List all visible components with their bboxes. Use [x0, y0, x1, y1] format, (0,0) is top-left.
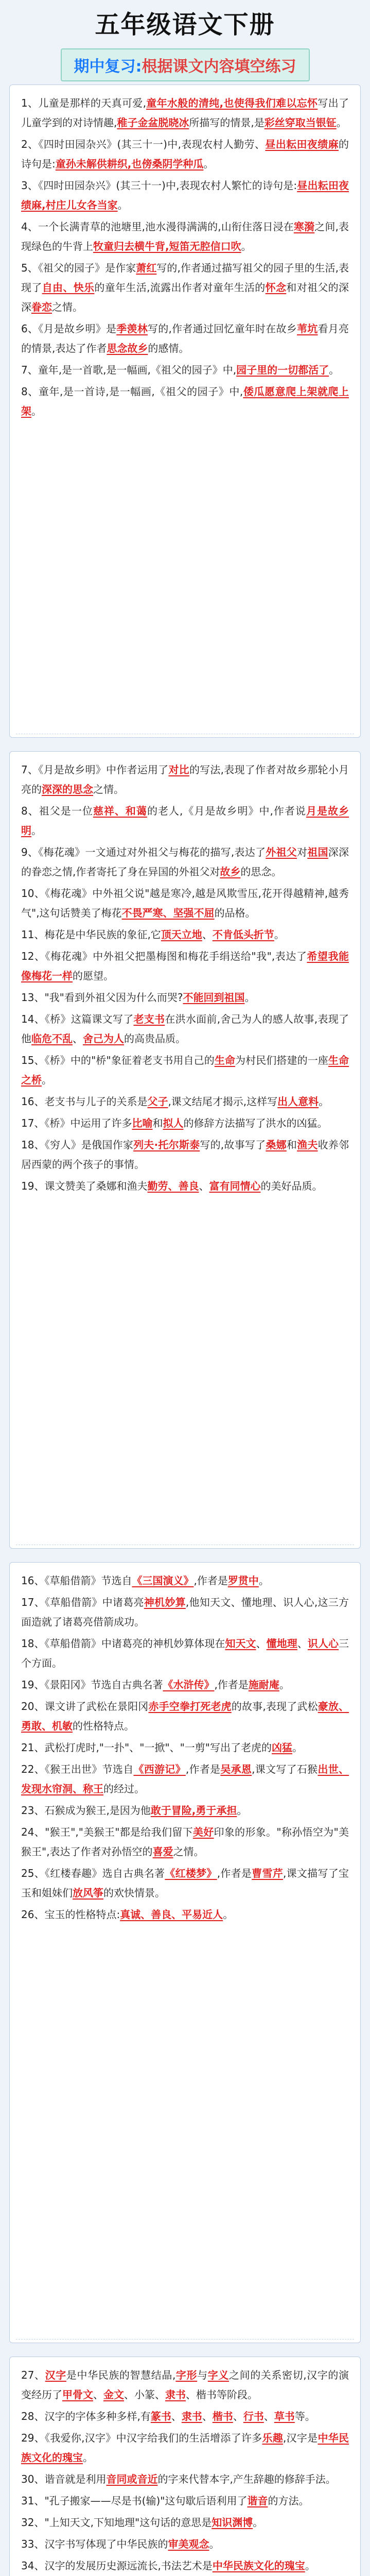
question-item: [21, 1135, 349, 1174]
question-text: 之情。: [52, 301, 83, 313]
question-text: 、: [297, 1637, 308, 1650]
question-text: 。: [237, 1804, 248, 1817]
answer-text: 故乡: [220, 866, 241, 878]
question-text: 24、"猴王","美猴王"都是给我们留下: [21, 1826, 193, 1838]
question-item: [21, 801, 349, 840]
question-text: 1、儿童是那样的天真可爱,: [21, 97, 146, 109]
question-text: 。: [292, 1741, 303, 1754]
question-text: 7、童年,是一首歌,是一幅画,《祖父的园子》中,: [21, 364, 237, 376]
question-text: 32、"上知天文,下知地理"这句话的意思是: [21, 2516, 212, 2529]
question-text: 之间的关系密切,汉字的演变经历了: [21, 2369, 349, 2401]
answer-text: 出世、发现水帘洞、称王: [21, 1763, 349, 1795]
question-text: 10、《梅花魂》中外祖父说"越是寒冷,越是风欺雪压,花开得越精神,越秀气",这句话赞美了梅花: [21, 887, 349, 919]
question-text: 之情。: [93, 783, 124, 795]
question-text: ,作者是: [193, 1574, 228, 1587]
answer-text: 美好: [192, 1826, 214, 1838]
question-text: 。: [83, 2451, 93, 2464]
question-item: [21, 319, 349, 358]
answer-text: 深深的思念: [42, 783, 93, 795]
answer-text: 放风筝: [73, 1887, 103, 1899]
question-text: 、: [202, 928, 213, 941]
question-text: 收养邻居西蒙的两个孩子的事情。: [21, 1139, 349, 1171]
answer-text: 生命: [214, 1054, 236, 1066]
question-text: 16、《草船借箭》节选自: [21, 1574, 132, 1587]
question-text: 15、《桥》中的"桥"象征着老支书用自己的: [21, 1054, 215, 1066]
answer-text: 思念故乡: [107, 342, 148, 354]
answer-text: 比喻: [132, 1117, 153, 1129]
answer-text: 神机妙算: [144, 1596, 186, 1608]
answer-text: 列夫·托尔斯泰: [133, 1139, 200, 1151]
question-text: 3、《四时田园杂兴》(其三十一)中,表现农村人繁忙的诗句是:: [21, 179, 297, 192]
question-text: 、小篆、: [124, 2388, 165, 2401]
question-card-1: [9, 84, 361, 738]
question-text: 。: [241, 240, 252, 252]
answer-text: 《西游记》: [133, 1763, 186, 1775]
question-item: [21, 1738, 349, 1757]
question-text: 30、谐音就是利用: [21, 2473, 107, 2485]
answer-text: 童孙未解供耕织,也傍桑阴学种瓜: [55, 158, 204, 170]
answer-text: 谐音: [247, 2495, 268, 2507]
question-text: ,作者是: [217, 1867, 252, 1879]
answer-text: 知识渊博: [212, 2516, 253, 2529]
answer-text: 昼出耘田夜绩麻,村庄儿女各当家: [21, 179, 349, 211]
question-text: 22、《猴王出世》节选自: [21, 1763, 134, 1775]
answer-text: 甲骨文: [62, 2388, 93, 2401]
question-text: 11、梅花是中华民族的象征,它: [21, 928, 161, 941]
question-text: ,课文结尾才揭示,这样写: [168, 1095, 278, 1108]
question-text: 28、汉字的字体多种多样,有: [21, 2410, 151, 2422]
question-item: [21, 2491, 349, 2511]
answer-text: 童年水般的清纯,也使得我们难以忘怀: [146, 97, 318, 109]
question-text: 是中华民族的智慧结晶,: [66, 2369, 176, 2381]
question-text: 的感情。: [148, 342, 189, 354]
question-text: 34、汉字的发展历史源远流长,书法艺术是: [21, 2560, 213, 2572]
question-text: 9、《梅花魂》一文通过对外祖父与梅花的描写,表达了: [21, 846, 266, 858]
question-item: [21, 884, 349, 923]
subtitle-text: 根据课文内容填空练习: [142, 58, 296, 76]
question-text: 。: [258, 1574, 269, 1587]
answer-text: 自由、快乐: [42, 281, 95, 294]
question-item: [21, 842, 349, 882]
answer-text: 凶猛: [272, 1741, 293, 1754]
question-item: [21, 1009, 349, 1048]
subtitle-banner: [61, 48, 310, 81]
question-text: 对: [297, 846, 308, 858]
question-text: 等。: [294, 2410, 315, 2422]
answer-text: 临危不乱: [31, 1032, 73, 1045]
question-text: 23、石猴成为猴王,是因为他: [21, 1804, 151, 1817]
question-item: [21, 925, 349, 944]
question-text: 、: [256, 1637, 267, 1650]
question-text: 、: [233, 2410, 243, 2422]
answer-text: 喜爱: [152, 1845, 173, 1858]
answer-text: 行书: [243, 2410, 264, 2422]
question-text: 。: [42, 1074, 52, 1086]
question-text: 写的,作者通过描写祖父的园子里的生活,表现了: [21, 262, 349, 294]
question-text: 的故事,表现了武松: [231, 1700, 318, 1713]
question-item: [21, 176, 349, 215]
question-item: [21, 2556, 349, 2575]
question-text: 的修辞方法描写了洪水的凶猛。: [183, 1117, 328, 1129]
question-item: [21, 1759, 349, 1799]
answer-text: 字形: [175, 2369, 198, 2381]
answer-text: 罗贯中: [227, 1574, 259, 1587]
question-card-2: [9, 751, 361, 1549]
question-text: 21、武松打虎时,"一扑"、"一掀"、"一剪"写出了老虎的: [21, 1741, 272, 1754]
answer-text: 舍己为人: [83, 1032, 124, 1045]
question-text: ,课文写了石猴: [252, 1763, 318, 1775]
question-text: 25、《红楼春趣》选自古典名著: [21, 1867, 165, 1879]
page-title: 五年级语文下册: [95, 10, 275, 39]
answer-text: 《三国演义》: [132, 1574, 194, 1587]
question-item: [21, 2365, 349, 2404]
question-text: 12、《梅花魂》中外祖父把墨梅图和梅花手绢送给"我",表达了: [21, 950, 307, 962]
question-text: ,课文描写了宝玉和姐妹们: [21, 1867, 349, 1899]
question-text: 4、一个长满青草的池塘里,池水漫得满满的,山衔住落日浸在: [21, 221, 294, 233]
question-text: 。: [223, 1908, 234, 1921]
answer-text: 隶书: [181, 2410, 202, 2422]
answer-text: 渔夫: [297, 1139, 318, 1151]
question-item: [21, 1634, 349, 1673]
answer-text: 寒漪: [293, 221, 315, 233]
question-text: ,作者是: [185, 1763, 221, 1775]
question-text: 的诗句是:: [21, 138, 349, 170]
question-item: [21, 988, 349, 1007]
question-text: 和对祖父的深深: [21, 281, 349, 313]
answer-text: 苇坑: [297, 323, 318, 335]
answer-text: 汉字: [45, 2369, 66, 2381]
question-item: [21, 2428, 349, 2467]
question-text: 。: [305, 2560, 315, 2572]
question-text: 的字来代替本字,产生辞趣的修辞手法。: [157, 2473, 336, 2485]
answer-text: 不肯低头折节: [212, 928, 274, 941]
question-text: 。: [31, 405, 42, 417]
question-text: 。: [329, 364, 340, 376]
answer-text: 眷恋: [31, 301, 52, 313]
question-text: 5、《祖父的园子》是作家: [21, 262, 136, 274]
question-item: [21, 760, 349, 799]
answer-text: 月是故乡明: [21, 805, 349, 837]
answer-text: 昼出耘田夜绩麻: [265, 138, 339, 150]
question-text: 、: [171, 2410, 182, 2422]
answer-text: 彩丝穿取当银钲: [264, 116, 337, 129]
answer-text: 富有同情心: [209, 1180, 261, 1192]
question-text: 的写法,表现了作者对故乡那轮小月亮的: [21, 764, 349, 795]
question-text: 、: [93, 2388, 103, 2401]
question-item: [21, 134, 349, 174]
question-text: 的经过。: [103, 1783, 145, 1795]
question-item: [21, 1863, 349, 1903]
question-item: [21, 2534, 349, 2554]
question-text: 14、《桥》这篇课文写了: [21, 1013, 134, 1025]
answer-text: 乐趣: [262, 2432, 283, 2444]
question-item: [21, 360, 349, 380]
question-text: 和: [152, 1117, 163, 1129]
question-text: 的愿望。: [73, 970, 114, 982]
question-text: 与: [197, 2369, 208, 2381]
answer-text: 曹雪芹: [252, 1867, 283, 1879]
answer-text: 怀念: [265, 281, 287, 294]
answer-text: 祖国: [307, 846, 328, 858]
question-text: 。: [274, 928, 285, 941]
question-text: 29、《我爱你,汉字》中汉字给我们的生活增添了许多: [21, 2432, 262, 2444]
answer-text: 真诚、善良、平易近人: [120, 1908, 223, 1921]
question-text: 19、课文赞美了桑娜和渔夫: [21, 1180, 148, 1192]
question-text: 的性格特点。: [73, 1720, 134, 1732]
question-item: [21, 1801, 349, 1820]
answer-text: 篆书: [150, 2410, 171, 2422]
question-text: 的老人,《月是故乡明》中,作者说: [147, 805, 306, 817]
question-item: [21, 1176, 349, 1196]
question-text: 。: [117, 199, 128, 211]
question-text: 三个方面。: [21, 1637, 349, 1669]
subtitle-tag: 期中复习:: [74, 58, 142, 76]
question-text: 、: [73, 1032, 83, 1045]
question-text: ,汉字是: [283, 2432, 318, 2444]
answer-text: 知天文: [225, 1637, 256, 1650]
question-item: [21, 258, 349, 317]
question-card-4: [9, 2357, 361, 2576]
question-text: 深深的眷恋之情,作者寄托了身在异国的外祖父对: [21, 846, 349, 878]
question-text: 31、"孔子搬家——尽是书(输)"这句歇后语利用了: [21, 2495, 248, 2507]
question-text: 17、《桥》中运用了许多: [21, 1117, 132, 1129]
answer-text: 稚子金盆脱晓冰: [117, 116, 189, 129]
question-item: [21, 1905, 349, 1924]
question-item: [21, 1113, 349, 1133]
question-text: 19、《景阳冈》节选自古典名著: [21, 1679, 163, 1691]
question-text: 写的,作者通过回忆童年时在故乡: [147, 323, 297, 335]
question-text: 在洪水面前,舍己为人的感人故事,表现了他: [21, 1013, 349, 1045]
answer-text: 草书: [274, 2410, 295, 2422]
question-text: 20、课文讲了武松在景阳冈: [21, 1700, 149, 1713]
answer-text: 中华民族文化的瑰宝: [21, 2432, 349, 2464]
question-text: 印象的形象。"称孙悟空为"美猴王",表达了作者对孙悟空的: [21, 1826, 349, 1858]
question-text: ,他知天文、懂地理、识人心,这三方面造就了诸葛亮借箭成功。: [21, 1596, 349, 1628]
question-text: 所描写的情景,是: [189, 116, 265, 129]
answer-text: 音同或音近: [106, 2473, 158, 2485]
question-text: 26、宝玉的性格特点:: [21, 1908, 120, 1921]
question-text: 、楷书等阶段。: [186, 2388, 258, 2401]
answer-text: 希望我能像梅花一样: [21, 950, 349, 982]
answer-text: 不能回到祖国: [183, 991, 245, 1004]
answer-text: 倭瓜愿意爬上架就爬上架: [21, 385, 349, 417]
answer-text: 敢于冒险,勇于承担: [150, 1804, 237, 1817]
question-text: 。: [319, 1095, 329, 1108]
answer-text: 慈祥、和蔼: [93, 805, 147, 817]
answer-text: 对比: [168, 764, 189, 776]
question-item: [21, 2513, 349, 2532]
question-text: 、: [263, 2410, 274, 2422]
question-item: [21, 217, 349, 256]
question-text: 33、汉字书写体现了中华民族的: [21, 2538, 168, 2550]
question-text: 2、《四时田园杂兴》(其三十一)中,表现农村人勤劳、: [21, 138, 266, 150]
question-item: [21, 1092, 349, 1111]
answer-text: 父子: [147, 1095, 168, 1108]
answer-text: 萧红: [136, 262, 157, 274]
answer-text: 赤手空拳打死老虎: [148, 1700, 232, 1713]
question-item: [21, 1675, 349, 1694]
answer-text: 豪放、勇敢、机敏: [21, 1700, 349, 1732]
question-item: [21, 946, 349, 986]
question-text: 的高贵品质。: [124, 1032, 186, 1045]
question-text: 和: [286, 1139, 297, 1151]
question-item: [21, 1822, 349, 1861]
question-text: 。: [209, 2538, 220, 2550]
question-text: 16、老支书与儿子的关系是: [21, 1095, 148, 1108]
question-item: [21, 2406, 349, 2426]
question-text: 为村民们搭建的一座: [235, 1054, 328, 1066]
question-text: 。: [203, 158, 214, 170]
question-text: 。: [336, 116, 347, 129]
question-text: 之间,表现绿色的牛背上: [21, 221, 349, 252]
question-text: 7、《月是故乡明》中作者运用了: [21, 764, 169, 776]
question-text: 写的,故事写了: [200, 1139, 266, 1151]
question-text: ,作者是: [214, 1679, 249, 1691]
question-item: [21, 1571, 349, 1590]
answer-text: 勤劳、善良: [147, 1180, 199, 1192]
answer-text: 牧童归去横牛背,短笛无腔信口吹: [93, 240, 241, 252]
question-item: [21, 1697, 349, 1736]
question-text: 13、"我"看到外祖父因为什么而哭?: [21, 991, 183, 1004]
question-text: 8、童年,是一首诗,是一幅画,《祖父的园子》中,: [21, 385, 243, 398]
answer-text: 吴承恩: [220, 1763, 252, 1775]
question-text: 17、《草船借箭》中诸葛亮: [21, 1596, 144, 1608]
answer-text: 隶书: [165, 2388, 186, 2401]
question-text: 的品格。: [214, 907, 256, 919]
question-item: [21, 93, 349, 132]
question-text: 。: [244, 991, 255, 1004]
answer-text: 识人心: [307, 1637, 339, 1650]
question-text: 的欢快情景。: [103, 1887, 165, 1899]
answer-text: 《红楼梦》: [165, 1867, 217, 1879]
question-text: 6、《月是故乡明》是: [21, 323, 117, 335]
question-text: 8、祖父是一位: [21, 805, 93, 817]
question-text: 。: [31, 824, 42, 837]
answer-text: 审美观念: [168, 2538, 209, 2550]
question-text: 写出了儿童学到的对诗情趣,: [21, 97, 349, 129]
question-item: [21, 382, 349, 421]
question-text: 的美好品质。: [260, 1180, 323, 1192]
answer-text: 施耐庵: [248, 1679, 279, 1691]
answer-text: 季羡林: [116, 323, 148, 335]
answer-text: 出人意料: [277, 1095, 319, 1108]
question-text: 、: [202, 2410, 213, 2422]
answer-text: 拟人: [163, 1117, 184, 1129]
answer-text: 老支书: [133, 1013, 165, 1025]
question-text: 看月亮的情景,表达了作者: [21, 323, 349, 354]
subtitle-banner-wrap: [0, 48, 370, 84]
answer-text: 桑娜: [266, 1139, 287, 1151]
answer-text: 不畏严寒、坚强不屈: [121, 907, 215, 919]
question-text: 之情。: [173, 1845, 204, 1858]
question-text: 、: [199, 1180, 209, 1192]
question-card-3: [9, 1562, 361, 2343]
question-text: 。: [279, 1679, 290, 1691]
question-text: 的思念。: [240, 866, 282, 878]
question-text: 18、《穷人》是俄国作家: [21, 1139, 134, 1151]
question-text: 18、《草船借箭》中诸葛亮的神机妙算体现在: [21, 1637, 225, 1650]
answer-text: 《水浒传》: [163, 1679, 215, 1691]
question-text: 。: [253, 2516, 263, 2529]
answer-text: 楷书: [212, 2410, 233, 2422]
question-item: [21, 1592, 349, 1632]
answer-text: 懂地理: [266, 1637, 297, 1650]
answer-text: 顶天立地: [161, 928, 202, 941]
question-text: 的方法。: [268, 2495, 309, 2507]
answer-text: 金文: [103, 2388, 124, 2401]
answer-text: 字义: [207, 2369, 229, 2381]
question-item: [21, 1050, 349, 1090]
question-text: 的童年生活,流露出作者对童年生活的: [94, 281, 266, 294]
answer-text: 中华民族文化的瑰宝: [212, 2560, 305, 2572]
question-item: [21, 2469, 349, 2489]
answer-text: 生命之桥: [21, 1054, 349, 1086]
question-text: 27、: [21, 2369, 45, 2381]
answer-text: 园子里的一切都活了: [236, 364, 329, 376]
answer-text: 外祖父: [266, 846, 297, 858]
